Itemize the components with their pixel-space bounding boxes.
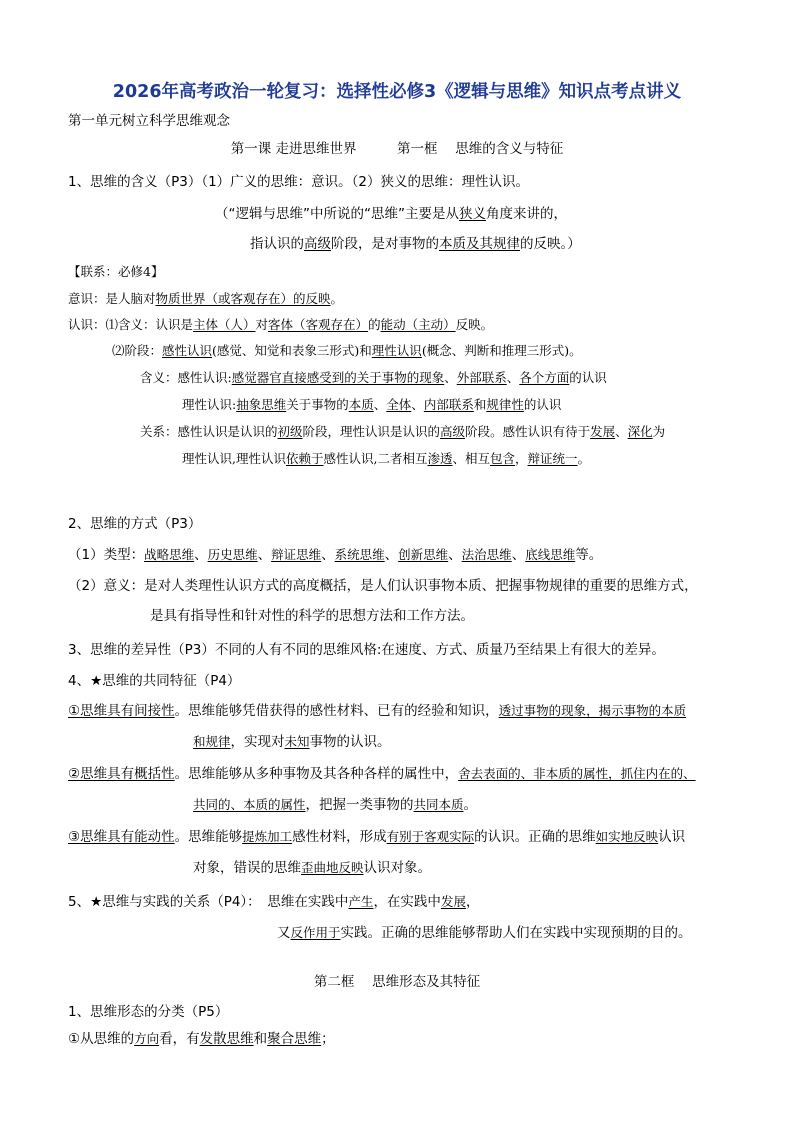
feature-3-line2 (193, 859, 431, 877)
text: 。思维能够 (174, 829, 243, 845)
key-term: 舍去表面的、非本质的属性，抓住内在的、 (458, 766, 696, 781)
contact-yishi (68, 290, 343, 308)
text: 。 (577, 451, 591, 466)
feature-1-line2 (193, 733, 391, 751)
text: 、相互 (452, 451, 491, 466)
key-term: 全体 (386, 397, 412, 412)
text: ， (515, 451, 528, 466)
separator: 、 (321, 547, 335, 563)
text: 对 (255, 317, 269, 332)
contact-lixing (182, 396, 561, 414)
text: 阶段，理性认识是认识的 (302, 424, 441, 439)
key-term: 高级 (440, 424, 466, 439)
key-term: 客体（客观存在） (268, 317, 369, 332)
key-term: 感觉器官直接感受到的关于事物的现象 (231, 370, 445, 385)
text: (感觉、知觉和表象三形式)和 (212, 343, 372, 358)
section-2-meaning-line1: （2）意义：是对人类理性认识方式的高度概括，是人们认识事物本质、把握事物规律的重要的思维方式， (68, 578, 698, 594)
key-term: 内部联系 (423, 397, 474, 412)
key-term: 深化 (627, 424, 653, 439)
key-term: 辩证统一 (527, 451, 578, 466)
key-term: 未知 (284, 734, 310, 749)
key-term: 本质及其规律 (439, 236, 520, 252)
key-term: 本质 (348, 397, 374, 412)
key-term: 依赖于 (285, 451, 324, 466)
text: 关于事物的 (286, 397, 349, 412)
key-term: 发散思维 (199, 1031, 254, 1047)
text: (概念、判断和推理三形式)。 (421, 343, 582, 358)
key-term: 规律性 (486, 397, 524, 412)
key-term: 聚合思维 (267, 1031, 322, 1047)
section-1-definition: 1、思维的含义（P3）（1）广义的思维：意识。（2）狭义的思维：理性认识。 (68, 174, 529, 190)
key-term: 方向 (134, 1031, 160, 1046)
key-term: ③思维具有能动性 (68, 829, 175, 845)
separator: 、 (448, 547, 462, 563)
key-term: ②思维具有概括性 (68, 766, 175, 782)
contact-renshi-stage (112, 342, 582, 360)
key-term: 物质世界（或客观存在）的反映 (155, 291, 331, 306)
text: ⑵阶段： (112, 343, 163, 358)
text: （1）类型： (68, 547, 145, 563)
feature-2-line2 (193, 796, 477, 814)
key-term: 共同本质 (413, 797, 464, 812)
contact-label: 【联系：必修4】 (68, 264, 164, 279)
document-title: 2026年高考政治一轮复习：选择性必修3《逻辑与思维》知识点考点讲义 (112, 82, 682, 102)
text: 感性认识,二者相互 (323, 451, 428, 466)
feature-2-line1 (68, 765, 696, 783)
thinking-type-item: 系统思维 (334, 547, 385, 562)
text: 含义：感性认识: (140, 370, 232, 385)
section-1-note-line2 (250, 235, 581, 253)
text: 的 (368, 317, 381, 332)
key-term: 提炼加工 (242, 829, 293, 844)
text: 对象，错误的思维 (193, 860, 301, 876)
thinking-type-item: 创新思维 (398, 547, 449, 562)
separator: 、 (257, 547, 272, 563)
text: 又 (277, 925, 291, 941)
section-5-line1 (68, 893, 479, 911)
text: ， (465, 894, 480, 910)
text: 和 (253, 1031, 268, 1047)
section-2-heading: 2、思维的方式（P3） (68, 516, 202, 532)
text: 。思维能够凭借获得的感性材料、已有的经验和知识， (174, 703, 499, 719)
separator: 、 (511, 547, 526, 563)
unit-heading: 第一单元树立科学思维观念 (68, 113, 230, 129)
key-term: 透过事物的现象，揭示事物的本质 (498, 703, 687, 718)
lesson-2-heading: 第二框 思维形态及其特征 (313, 974, 481, 990)
key-term: 发展 (440, 894, 466, 909)
text: 理性认识,理性认识 (182, 451, 286, 466)
text: 反映。 (455, 317, 494, 332)
text: 、 (444, 370, 457, 385)
text: 阶段。感性认识有待于 (465, 424, 591, 439)
text: 的反映。） (520, 236, 581, 252)
contact-guanxi-line1 (140, 423, 665, 441)
key-term: 抽象思维 (236, 397, 287, 412)
key-term: 高级 (304, 236, 331, 252)
key-term: ①思维具有间接性 (68, 703, 175, 719)
text: 指认识的 (250, 236, 304, 252)
text: 为 (652, 424, 666, 439)
text: 阶段，是对事物的 (331, 236, 439, 252)
section-1-note-line1 (215, 205, 567, 223)
text: 角度来讲的， (485, 206, 567, 222)
feature-1-line1 (68, 702, 686, 720)
text: 。思维能够从多种事物及其各种各样的属性中， (174, 766, 459, 782)
text: ，在实践中 (373, 894, 441, 910)
key-term: 共同的、本质的属性 (193, 797, 306, 812)
text: 、 (615, 424, 628, 439)
text: 意识：是人脑对 (68, 291, 156, 306)
text: 看，有 (159, 1031, 200, 1047)
text: ； (321, 1031, 335, 1047)
section-2-types (68, 546, 602, 564)
text: 5、★思维与实践的关系（P4）： 思维在实践中 (68, 894, 349, 910)
text: ，实现对 (230, 734, 285, 750)
section-3-difference: 3、思维的差异性（P3）不同的人有不同的思维风格:在速度、方式、质量乃至结果上有很大的差异。 (68, 642, 665, 658)
key-term: 狭义 (458, 206, 486, 222)
text: ①从思维的 (68, 1031, 135, 1047)
key-term: 感性认识 (162, 343, 213, 358)
key-term: 有别于客观实际 (386, 829, 475, 844)
section-5-line2 (277, 924, 692, 942)
text: 和 (473, 397, 487, 412)
separator: 、 (194, 547, 208, 563)
text: 、 (506, 370, 520, 385)
section-6-item-1 (68, 1030, 335, 1048)
key-term: 初级 (277, 424, 303, 439)
separator: 、 (384, 547, 399, 563)
key-term: 各个方面 (519, 370, 570, 385)
key-term: 包含 (490, 451, 516, 466)
text: 的认识 (523, 397, 562, 412)
text: 等。 (575, 547, 603, 563)
key-term: 主体（人） (193, 317, 256, 332)
text: 的认识 (569, 370, 607, 385)
text: 认识 (658, 829, 686, 845)
contact-guanxi-line2 (182, 450, 590, 468)
key-term: 能动（主动） (380, 317, 456, 332)
key-term: 渗透 (427, 451, 453, 466)
key-term: 产生 (348, 894, 374, 909)
key-term: 歪曲地反映 (301, 860, 364, 875)
lesson-heading: 第一课 走进思维世界 第一框 思维的含义与特征 (230, 141, 564, 157)
key-term: 如实地反映 (595, 829, 659, 844)
section-6-heading: 1、思维形态的分类（P5） (68, 1004, 229, 1020)
thinking-types-list (144, 547, 575, 563)
feature-3-line1 (68, 828, 685, 846)
thinking-type-item: 战略思维 (144, 547, 195, 562)
text: 感性材料，形成 (292, 829, 387, 845)
text: 关系：感性认识是认识的 (140, 424, 278, 439)
text: 理性认识: (182, 397, 237, 412)
key-term: 理性认识 (371, 343, 422, 358)
key-term: 反作用于 (290, 925, 341, 940)
text: 实践。正确的思维能够帮助人们在实践中实现预期的目的。 (340, 925, 692, 941)
contact-hanyi (140, 369, 607, 387)
text: 事物的认识。 (309, 734, 391, 750)
text: 、 (373, 397, 387, 412)
text: ，把握一类事物的 (305, 797, 414, 813)
text: 认识对象。 (363, 860, 432, 876)
key-term: 发展 (590, 424, 616, 439)
thinking-type-item: 底线思维 (525, 547, 576, 562)
key-term: 外部联系 (456, 370, 507, 385)
section-2-meaning-line2: 是具有指导性和针对性的科学的思想方法和工作方法。 (150, 608, 474, 624)
text: 的认识。正确的思维 (474, 829, 596, 845)
thinking-type-item: 历史思维 (207, 547, 258, 562)
thinking-type-item: 法治思维 (461, 547, 512, 562)
thinking-type-item: 辩证思维 (271, 547, 322, 562)
key-term: 和规律 (193, 734, 231, 749)
text: （“逻辑与思维”中所说的“思维”主要是从 (215, 206, 459, 222)
contact-renshi-meaning (68, 316, 493, 334)
text: 认识：⑴含义：认识是 (68, 317, 194, 332)
section-4-heading: 4、★思维的共同特征（P4） (68, 673, 241, 689)
text: 。 (330, 291, 344, 306)
text: 。 (463, 797, 478, 813)
text: 、 (411, 397, 424, 412)
